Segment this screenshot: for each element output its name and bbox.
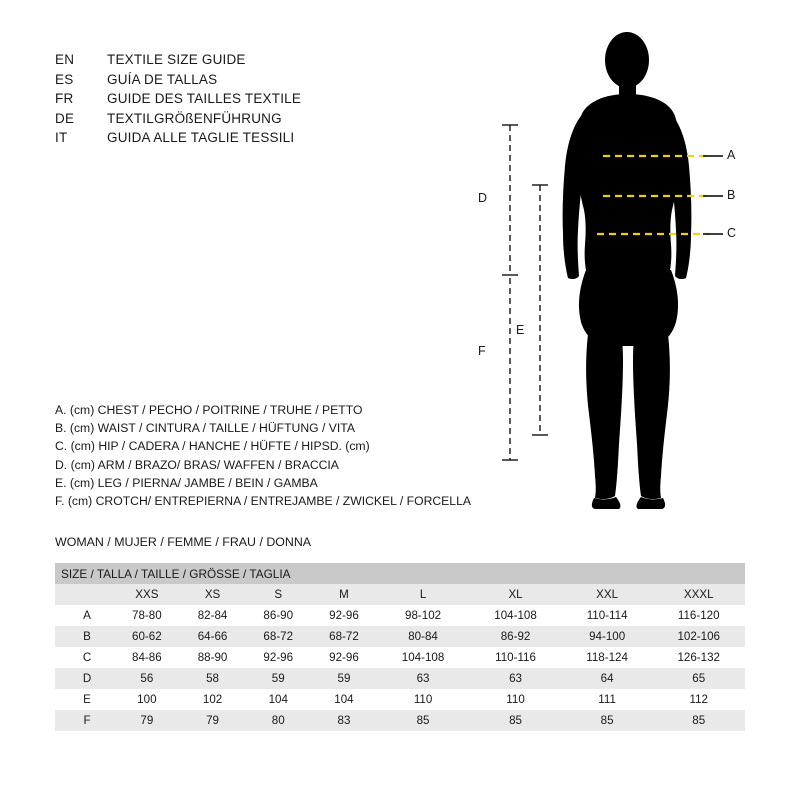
title-lang-it: IT (55, 130, 68, 145)
table-columns-row (55, 584, 745, 605)
cell: 56 (114, 668, 180, 689)
label-d: D (478, 191, 488, 205)
cell: 68-72 (311, 626, 377, 647)
cell: 63 (377, 668, 469, 689)
cell: 112 (689, 693, 708, 706)
cell: 85 (562, 710, 653, 731)
cell: 94-100 (562, 626, 653, 647)
cell: 60-62 (114, 626, 180, 647)
cell: 59 (311, 668, 377, 689)
column-header-xxxl: XXXL (652, 584, 745, 605)
cell: 102-106 (652, 626, 745, 647)
legend-line-c: C. (cm) HIP / CADERA / HANCHE / HÜFTE / HIPSD. (cm) (55, 439, 370, 454)
column-header-xl: XL (469, 584, 561, 605)
cell: 83 (311, 710, 377, 731)
table-header-row (55, 563, 745, 584)
cell: 64-66 (180, 626, 246, 647)
size-table-wrap (55, 563, 745, 731)
table-header-cell: SIZE / TALLA / TAILLE / GRÖSSE / TAGLIA (55, 563, 745, 584)
woman-silhouette-shape (563, 32, 692, 509)
legend-line-e: E. (cm) LEG / PIERNA/ JAMBE / BEIN / GAMBA (55, 475, 318, 490)
label-a: A (727, 148, 736, 162)
cell: 92-96 (329, 609, 359, 622)
cell: 86-92 (469, 626, 561, 647)
table-row (55, 668, 745, 689)
cell: 64 (562, 668, 653, 689)
cell: 98-102 (405, 609, 442, 622)
title-row (55, 111, 475, 131)
title-text-en: TEXTILE SIZE GUIDE (107, 52, 246, 67)
cell: 79 (180, 710, 246, 731)
cell: 104 (268, 693, 288, 706)
corner-cell (55, 584, 114, 605)
table-row (55, 710, 745, 731)
gender-label: WOMAN / MUJER / FEMME / FRAU / DONNA (55, 535, 312, 549)
title-block (55, 52, 475, 150)
cell: 58 (180, 668, 246, 689)
label-b: B (727, 188, 736, 202)
cell: 78-80 (132, 609, 162, 622)
label-e: E (516, 323, 525, 337)
title-row (55, 52, 475, 72)
row-label-a: A (83, 609, 91, 622)
cell: 116-120 (677, 609, 720, 622)
column-header-m: M (311, 584, 377, 605)
cell: 104-108 (494, 609, 537, 622)
table-row (55, 626, 745, 647)
cell: 63 (469, 668, 561, 689)
title-lang-de: DE (55, 110, 75, 126)
cell: 110 (413, 693, 433, 706)
title-row (55, 130, 475, 150)
title-row (55, 91, 475, 111)
cell: 85 (377, 710, 469, 731)
cell: 86-90 (263, 609, 294, 622)
title-lang-fr: FR (55, 91, 74, 106)
cell: 110-116 (495, 651, 536, 664)
cell: 92-96 (329, 651, 359, 664)
title-row (55, 72, 475, 92)
title-text-fr: GUIDE DES TAILLES TEXTILE (107, 91, 302, 106)
label-f: F (478, 344, 486, 358)
title-text-de: TEXTILGRÖßENFÜHRUNG (107, 110, 282, 126)
cell: 126-132 (677, 651, 720, 664)
column-header-l: L (377, 584, 469, 605)
title-lang-en: EN (55, 52, 75, 67)
cell: 68-72 (245, 626, 311, 647)
legend-line-b: B. (cm) WAIST / CINTURA / TAILLE / HÜFTUNG / VITA (55, 421, 355, 436)
cell: 80 (245, 710, 311, 731)
cell: 80-84 (377, 626, 469, 647)
cell: 82-84 (197, 609, 228, 622)
table-row (55, 647, 745, 668)
table-row (55, 689, 745, 710)
column-header-xxs: XXS (114, 584, 180, 605)
cell: 100 (137, 693, 157, 706)
legend-line-a: A. (cm) CHEST / PECHO / POITRINE / TRUHE / PETTO (55, 403, 363, 417)
cell: 84-86 (132, 651, 162, 664)
cell: 111 (598, 693, 616, 706)
size-table (55, 563, 745, 731)
title-lang-es: ES (55, 71, 74, 87)
title-text-es: GUÍA DE TALLAS (107, 71, 218, 87)
legend-line-f: F. (cm) CROTCH/ ENTREPIERNA / ENTREJAMBE / ZWICKEL / FORCELLA (55, 494, 471, 509)
cell: 102 (202, 693, 223, 706)
column-header-xs: XS (180, 584, 246, 605)
row-label-f: F (55, 710, 114, 731)
legend-block (55, 401, 525, 510)
cell: 59 (245, 668, 311, 689)
cell: 65 (652, 668, 745, 689)
row-label-b: B (55, 626, 114, 647)
table-row (55, 605, 745, 626)
cell: 92-96 (263, 651, 294, 664)
row-label-c: C (82, 651, 92, 664)
row-label-d: D (55, 668, 114, 689)
cell: 79 (114, 710, 180, 731)
cell: 110 (506, 693, 525, 706)
cell: 85 (652, 710, 745, 731)
label-c: C (727, 226, 737, 240)
column-header-xxl: XXL (562, 584, 653, 605)
legend-line-d: D. (cm) ARM / BRAZO/ BRAS/ WAFFEN / BRACCIA (55, 457, 339, 472)
cell: 104-108 (401, 651, 445, 664)
row-label-e: E (83, 693, 91, 706)
cell: 110-114 (586, 609, 628, 622)
column-header-s: S (245, 584, 311, 605)
cell: 104 (334, 693, 354, 706)
title-text-it: GUIDA ALLE TAGLIE TESSILI (107, 130, 295, 145)
cell: 118-124 (586, 651, 628, 664)
cell: 88-90 (197, 651, 228, 664)
cell: 85 (469, 710, 561, 731)
